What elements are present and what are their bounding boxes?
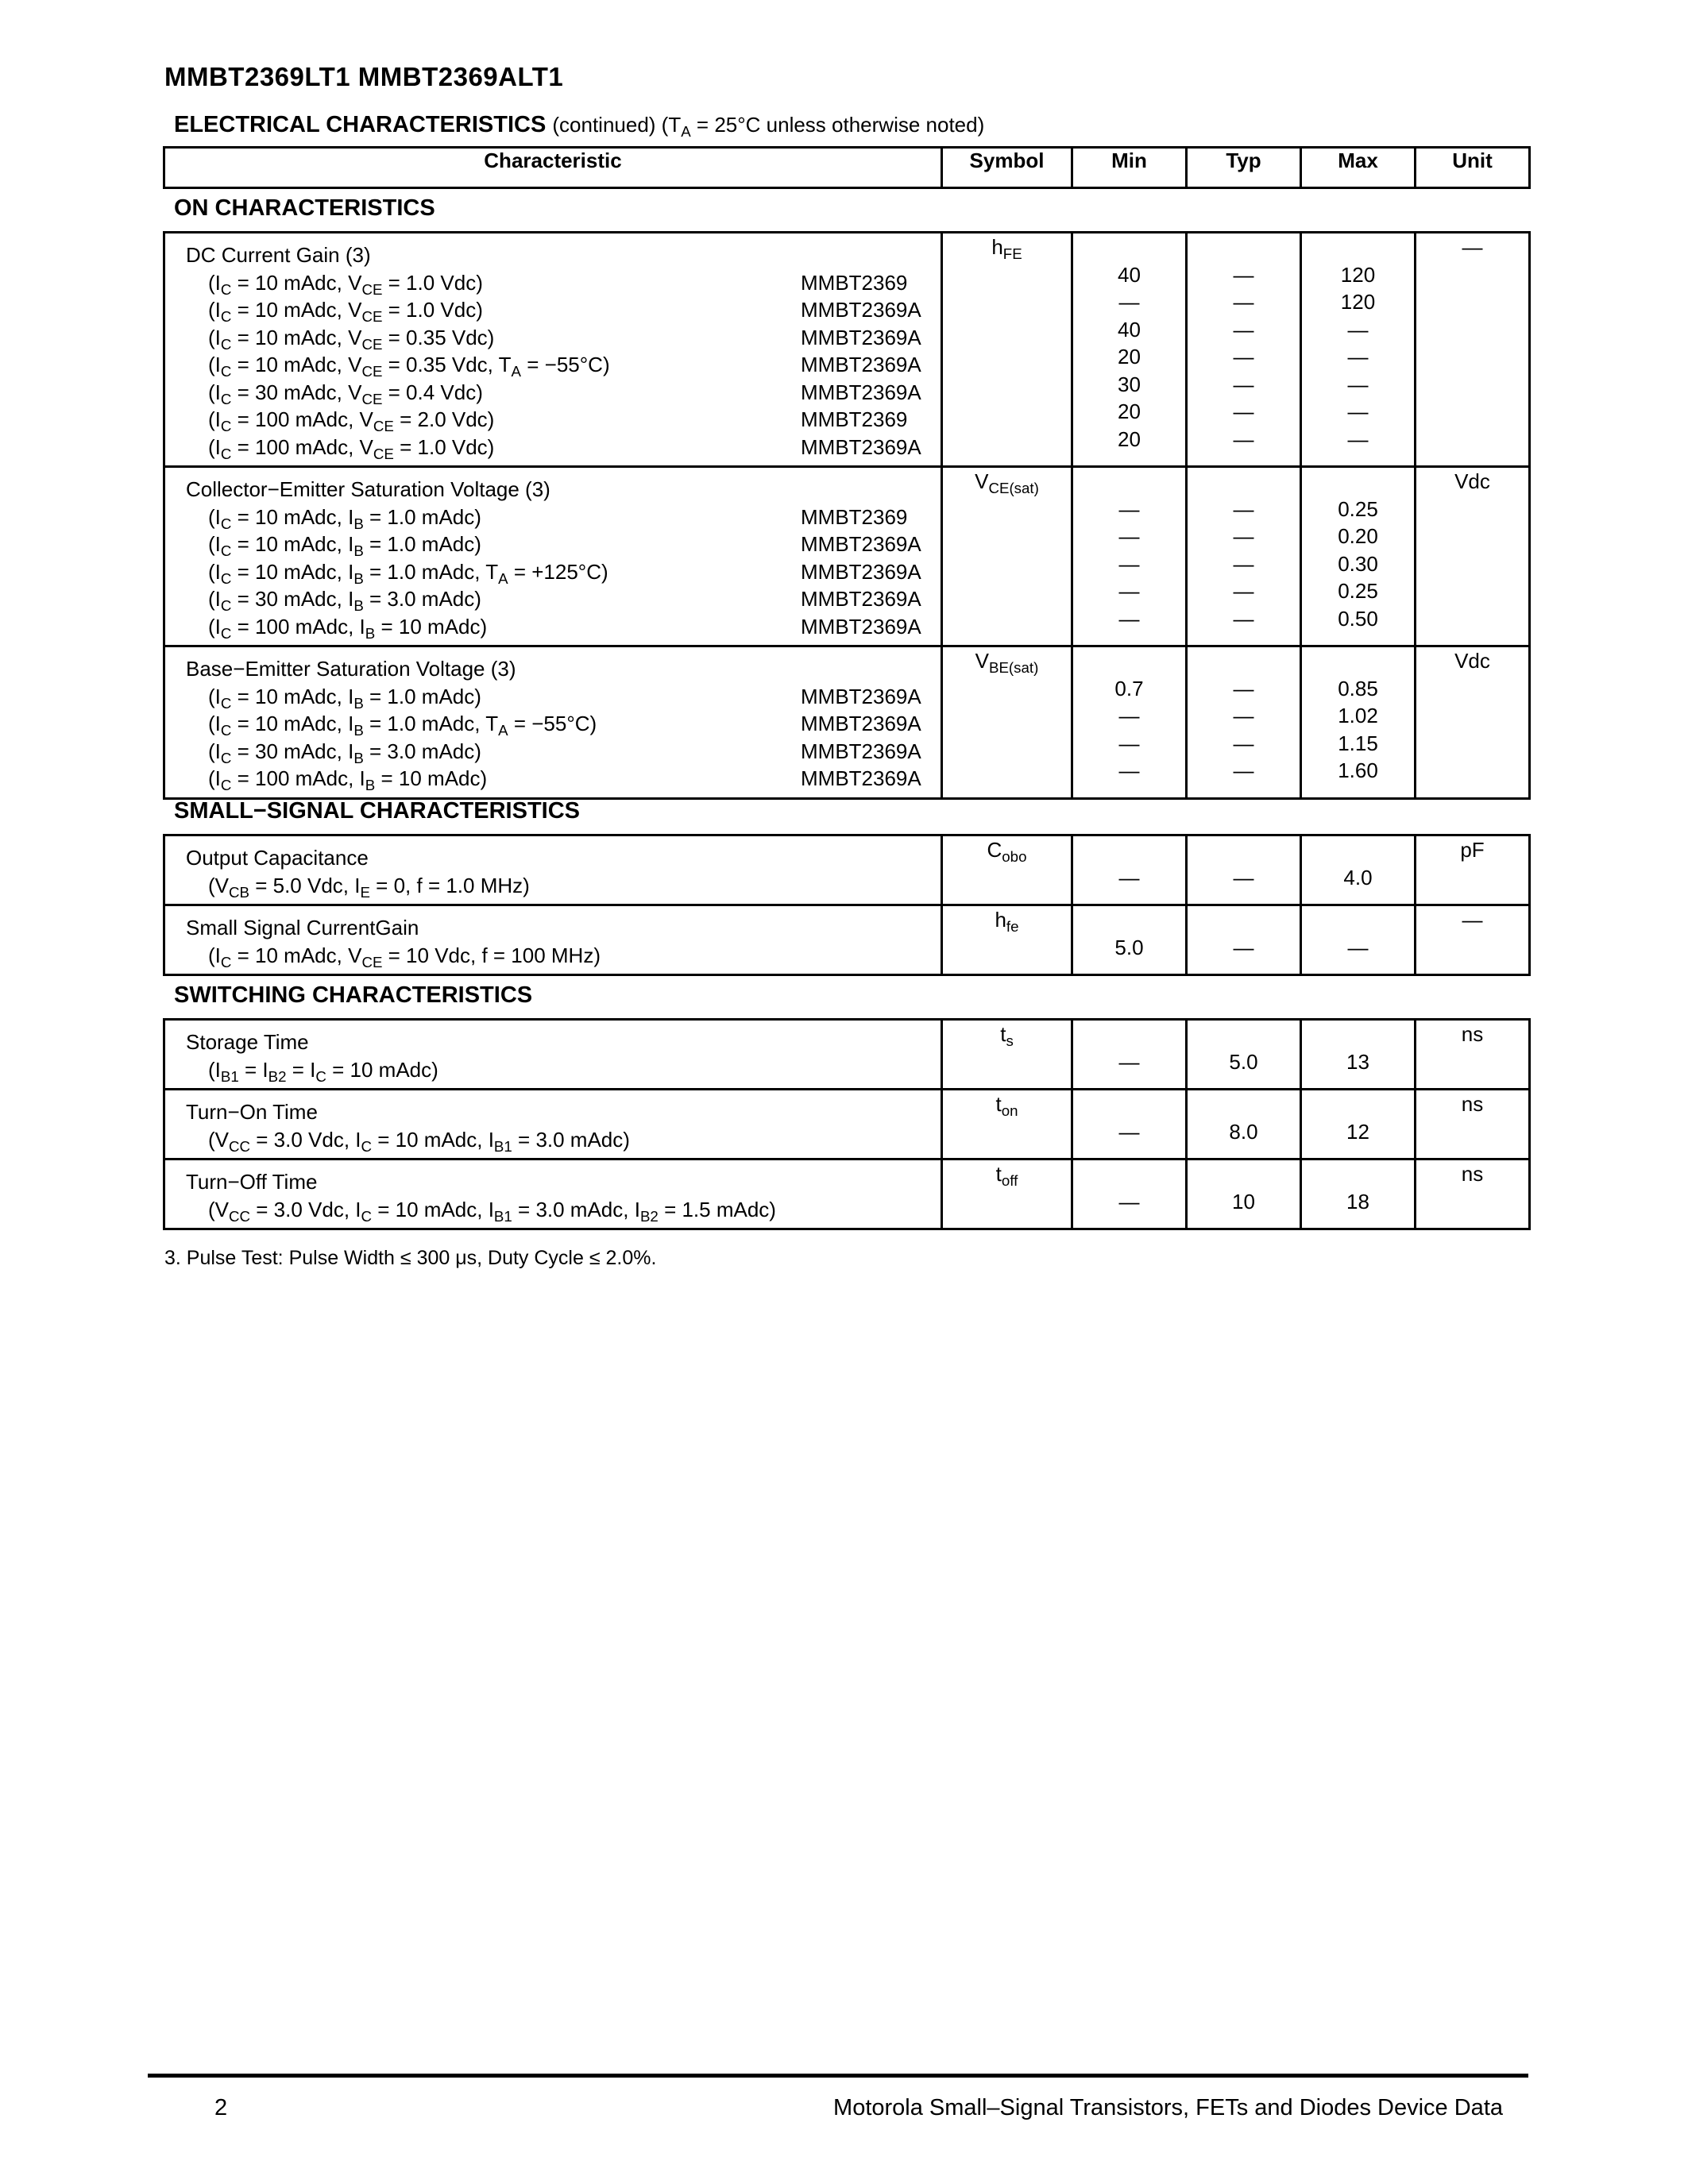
typ-cell [1187, 1090, 1301, 1160]
min-value: — [1118, 1049, 1140, 1074]
unit-cell: Vdc [1416, 646, 1530, 799]
switching-table [163, 1018, 1531, 1230]
test-condition: ($I_C = 10$ mAdc, $I_B = 1.0$ mAdc, $T_A = +125^\circ C$) MMBT2369A [208, 559, 921, 587]
min-value: — [1118, 524, 1140, 548]
typ-value: — [1233, 935, 1254, 959]
max-value: 13 [1346, 1049, 1369, 1074]
test-condition: ($I_C = 30$ mAdc, $I_B = 3.0$ mAdc) MMBT2369A [208, 587, 921, 614]
typ-value: — [1233, 496, 1254, 521]
device-part-number: MMBT2369A [801, 325, 921, 349]
unit-cell: pF [1416, 835, 1530, 905]
symbol-cell: $t_{on}$ [942, 1090, 1072, 1160]
typ-cell [1187, 905, 1301, 975]
typ-value: — [1233, 524, 1254, 548]
typ-value: — [1233, 579, 1254, 603]
min-value: — [1118, 496, 1140, 521]
typ-cell [1187, 1160, 1301, 1229]
typ-value: — [1233, 426, 1254, 451]
max-cell [1301, 1160, 1416, 1229]
test-condition: ($I_C = 10$ mAdc, $I_B = 1.0$ mAdc) MMBT2369A [208, 684, 921, 712]
characteristic-name: Turn−On Time [186, 1100, 318, 1124]
min-value: 0.7 [1114, 676, 1144, 700]
min-cell [1072, 467, 1187, 646]
characteristic-row-ton [164, 1090, 1530, 1160]
min-value: — [1118, 731, 1140, 755]
typ-cell [1187, 646, 1301, 799]
test-condition: ($I_C = 100$ mAdc, $I_B = 10$ mAdc) MMBT2369A [208, 766, 921, 793]
typ-value: — [1233, 345, 1254, 369]
characteristic-cell [164, 1160, 942, 1229]
device-part-number: MMBT2369A [801, 712, 921, 735]
device-part-number: MMBT2369A [801, 532, 921, 556]
min-value: — [1118, 865, 1140, 889]
device-part-number: MMBT2369A [801, 766, 921, 790]
characteristic-row-ts [164, 1020, 1530, 1090]
min-cell [1072, 1160, 1187, 1229]
typ-value: — [1233, 317, 1254, 341]
min-cell [1072, 1020, 1187, 1090]
max-value: — [1347, 372, 1369, 396]
test-condition: ($I_C = 10$ mAdc, $I_B = 1.0$ mAdc) MMBT2369 [208, 504, 908, 532]
max-value: 1.60 [1338, 758, 1378, 782]
unit-cell: Vdc [1416, 467, 1530, 646]
unit-cell: — [1416, 233, 1530, 467]
characteristic-row-dc_gain [164, 233, 1530, 467]
device-part-number: MMBT2369 [801, 504, 908, 529]
max-cell [1301, 1020, 1416, 1090]
min-value: 40 [1118, 317, 1141, 341]
typ-value: — [1233, 551, 1254, 576]
typ-value: — [1233, 704, 1254, 727]
footer-divider [148, 2074, 1528, 2078]
min-value: 30 [1118, 372, 1141, 396]
typ-cell [1187, 1020, 1301, 1090]
characteristic-name: DC Current Gain (3) [186, 243, 371, 267]
max-value: 4.0 [1343, 865, 1373, 889]
max-value: — [1347, 399, 1369, 423]
device-part-number: MMBT2369A [801, 684, 921, 708]
characteristic-row-cobo [164, 835, 1530, 905]
test-condition: ($I_C = 100$ mAdc, $V_{CE} = 2.0$ Vdc) MMBT2369 [208, 407, 908, 434]
min-cell [1072, 1090, 1187, 1160]
typ-value: — [1233, 399, 1254, 423]
test-condition: ($I_C = 30$ mAdc, $V_{CE} = 0.4$ Vdc) MMBT2369A [208, 380, 921, 407]
max-value: — [1347, 935, 1369, 959]
section-title [174, 112, 984, 138]
test-condition: ($I_C = 100$ mAdc, $I_B = 10$ mAdc) MMBT2369A [208, 614, 921, 642]
device-part-number: MMBT2369A [801, 298, 921, 322]
footer-publication: Motorola Small–Signal Transistors, FETs and Diodes Device Data [833, 2095, 1503, 2120]
test-condition: ($I_C = 10$ mAdc, $I_B = 1.0$ mAdc) MMBT2369A [208, 532, 921, 559]
unit-cell: ns [1416, 1090, 1530, 1160]
symbol-cell: $h_{fe}$ [942, 905, 1072, 975]
device-part-number: MMBT2369A [801, 380, 921, 404]
typ-value: — [1233, 758, 1254, 782]
test-condition: ($V_{CC} = 3.0$ Vdc, $I_C = 10$ mAdc, $I_{B1} = 3.0$ mAdc) [208, 1127, 630, 1155]
on-characteristics-table [163, 231, 1531, 800]
max-value: 1.15 [1338, 731, 1378, 755]
test-condition: ($I_C = 10$ mAdc, $V_{CE} = 1.0$ Vdc) MMBT2369 [208, 270, 908, 298]
typ-value: — [1233, 290, 1254, 314]
page-number: 2 [214, 2095, 228, 2120]
min-value: — [1118, 606, 1140, 631]
unit-cell: ns [1416, 1020, 1530, 1090]
characteristic-cell [164, 467, 942, 646]
typ-value: 8.0 [1229, 1119, 1258, 1144]
device-part-number: MMBT2369A [801, 559, 921, 584]
characteristic-cell [164, 646, 942, 799]
min-value: — [1118, 704, 1140, 727]
min-value: — [1118, 1119, 1140, 1144]
min-value: — [1118, 290, 1140, 314]
typ-value: 10 [1232, 1189, 1255, 1214]
max-cell [1301, 646, 1416, 799]
max-value: 0.50 [1338, 606, 1378, 631]
device-part-number: MMBT2369A [801, 434, 921, 459]
col-min: Min [1072, 148, 1187, 188]
typ-value: — [1233, 731, 1254, 755]
min-value: — [1118, 1189, 1140, 1214]
unit-cell: — [1416, 905, 1530, 975]
max-cell [1301, 835, 1416, 905]
symbol-cell: $C_{obo}$ [942, 835, 1072, 905]
max-value: 120 [1340, 262, 1376, 287]
symbol-cell: $h_{FE}$ [942, 233, 1072, 467]
typ-value: — [1233, 372, 1254, 396]
min-cell [1072, 646, 1187, 799]
test-condition: ($I_C = 10$ mAdc, $V_{CE} = 1.0$ Vdc) MMBT2369A [208, 298, 921, 325]
min-value: 20 [1118, 426, 1141, 451]
test-condition: ($I_C = 30$ mAdc, $I_B = 3.0$ mAdc) MMBT2369A [208, 739, 921, 766]
table-header [163, 146, 1531, 189]
min-value: 20 [1118, 345, 1141, 369]
symbol-cell: $V_{CE(sat)}$ [942, 467, 1072, 646]
typ-value: — [1233, 865, 1254, 889]
characteristic-name: Collector−Emitter Saturation Voltage (3) [186, 477, 550, 501]
typ-value: — [1233, 262, 1254, 287]
characteristic-row-hfe [164, 905, 1530, 975]
typ-value: — [1233, 606, 1254, 631]
test-condition: ($I_C = 10$ mAdc, $V_{CE} = 10$ Vdc, f = 100 MHz) [208, 943, 601, 970]
col-typ: Typ [1187, 148, 1301, 188]
unit-cell: ns [1416, 1160, 1530, 1229]
test-condition: ($I_C = 10$ mAdc, $V_{CE} = 0.35$ Vdc, $T_A = -55^\circ C$) MMBT2369A [208, 353, 921, 380]
device-part-number: MMBT2369A [801, 353, 921, 376]
max-value: 12 [1346, 1119, 1369, 1144]
test-condition: ($I_C = 100$ mAdc, $V_{CE} = 1.0$ Vdc) MMBT2369A [208, 434, 921, 462]
max-cell [1301, 1090, 1416, 1160]
characteristic-name: Turn−Off Time [186, 1170, 318, 1194]
max-value: — [1347, 345, 1369, 369]
switching-heading: SWITCHING CHARACTERISTICS [174, 982, 533, 1008]
test-condition: ($I_C = 10$ mAdc, $V_{CE} = 0.35$ Vdc) MMBT2369A [208, 325, 921, 353]
col-max: Max [1301, 148, 1416, 188]
typ-value: 5.0 [1229, 1049, 1258, 1074]
symbol-cell: $t_{off}$ [942, 1160, 1072, 1229]
characteristic-name: Small Signal CurrentGain [186, 916, 419, 940]
typ-cell [1187, 835, 1301, 905]
min-value: — [1118, 758, 1140, 782]
max-value: 1.02 [1338, 704, 1378, 727]
characteristic-name: Output Capacitance [186, 846, 369, 870]
small-signal-heading: SMALL−SIGNAL CHARACTERISTICS [174, 798, 581, 824]
typ-value: — [1233, 676, 1254, 700]
col-unit: Unit [1416, 148, 1530, 188]
min-value: — [1118, 551, 1140, 576]
typ-cell [1187, 233, 1301, 467]
characteristic-cell [164, 1090, 942, 1160]
characteristic-row-vbe_sat [164, 646, 1530, 799]
test-condition: ($V_{CC} = 3.0$ Vdc, $I_C = 10$ mAdc, $I_{B1} = 3.0$ mAdc, $I_{B2} = 1.5$ mAdc) [208, 1197, 776, 1225]
symbol-cell: $V_{BE(sat)}$ [942, 646, 1072, 799]
characteristic-row-toff [164, 1160, 1530, 1229]
col-symbol: Symbol [942, 148, 1072, 188]
max-value: — [1347, 317, 1369, 341]
min-value: 20 [1118, 399, 1141, 423]
device-part-number: MMBT2369 [801, 270, 908, 295]
min-value: — [1118, 579, 1140, 603]
section-title-note: (continued) ($T_A = 25^\circ C$ unless otherwise noted) [552, 113, 985, 140]
max-value: 120 [1340, 290, 1376, 314]
device-part-number: MMBT2369A [801, 587, 921, 611]
max-value: 0.20 [1338, 524, 1378, 548]
characteristic-cell [164, 1020, 942, 1090]
min-cell [1072, 835, 1187, 905]
test-condition: ($I_{B1} = I_{B2} = I_C = 10$ mAdc) [208, 1057, 438, 1085]
max-value: 0.30 [1338, 551, 1378, 576]
small-signal-table [163, 834, 1531, 976]
max-value: — [1347, 426, 1369, 451]
characteristic-name: Storage Time [186, 1030, 309, 1054]
min-cell [1072, 233, 1187, 467]
characteristic-cell [164, 905, 942, 975]
max-value: 0.25 [1338, 579, 1378, 603]
characteristic-cell [164, 835, 942, 905]
device-part-number: MMBT2369A [801, 739, 921, 763]
test-condition: ($I_C = 10$ mAdc, $I_B = 1.0$ mAdc, $T_A = -55^\circ C$) MMBT2369A [208, 712, 921, 739]
on-characteristics-heading: ON CHARACTERISTICS [174, 195, 435, 221]
col-characteristic: Characteristic [164, 148, 942, 188]
min-value: 5.0 [1114, 935, 1144, 959]
symbol-cell: $t_s$ [942, 1020, 1072, 1090]
characteristic-cell [164, 233, 942, 467]
document-title: MMBT2369LT1 MMBT2369ALT1 [164, 62, 564, 91]
device-part-number: MMBT2369 [801, 407, 908, 431]
max-cell [1301, 233, 1416, 467]
max-cell [1301, 905, 1416, 975]
min-value: 40 [1118, 262, 1141, 287]
typ-cell [1187, 467, 1301, 646]
test-condition: ($V_{CB} = 5.0$ Vdc, $I_E = 0$, f = 1.0 MHz) [208, 873, 530, 901]
footnote-pulse-test: 3. Pulse Test: Pulse Width ≤ 300 μs, Duty Cycle ≤ 2.0%. [164, 1247, 657, 1269]
max-cell [1301, 467, 1416, 646]
max-value: 18 [1346, 1189, 1369, 1214]
max-value: 0.85 [1338, 676, 1378, 700]
characteristic-row-vce_sat [164, 467, 1530, 646]
device-part-number: MMBT2369A [801, 614, 921, 639]
characteristic-name: Base−Emitter Saturation Voltage (3) [186, 657, 516, 681]
min-cell [1072, 905, 1187, 975]
max-value: 0.25 [1338, 496, 1378, 521]
section-title-label: ELECTRICAL CHARACTERISTICS [174, 112, 547, 137]
